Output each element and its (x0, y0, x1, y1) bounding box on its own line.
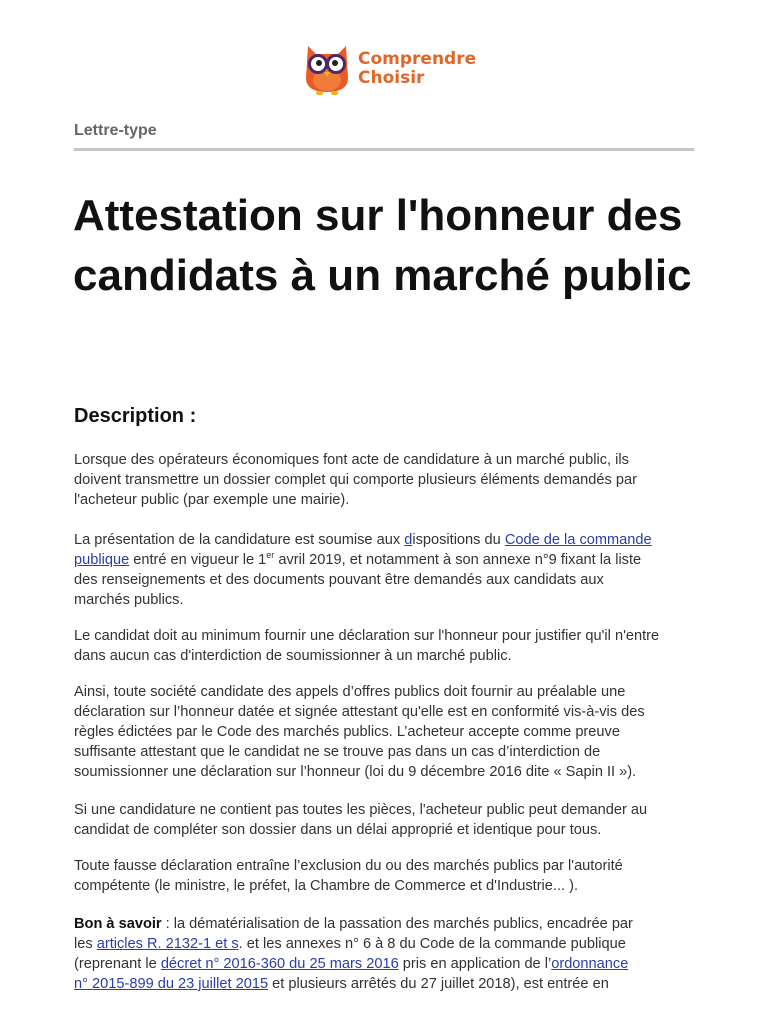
body-paragraph (74, 626, 659, 666)
page-title: Attestation sur l'honneur des candidats à un marché public (73, 191, 692, 300)
header-divider (74, 148, 694, 151)
text-segment: suffisante attestant que le candidat ne se trouve pas dans un cas d’interdiction de (74, 744, 601, 760)
paragraph-line (74, 550, 652, 570)
paragraph-line (74, 626, 659, 646)
paragraph-line (74, 646, 659, 666)
text-segment: et plusieurs arrêtés du 27 juillet 2018), est entrée en (268, 976, 609, 992)
paragraph-line (74, 876, 623, 896)
text-segment: Toute fausse déclaration entraîne l’exclusion du ou des marchés publics par l'autorité (74, 858, 623, 874)
text-segment: avril 2019, et notamment à son annexe n°9 fixant la liste (274, 552, 642, 568)
paragraph-line (74, 856, 623, 876)
text-segment: : la dématérialisation de la passation des marchés publics, encadrée par (161, 916, 633, 932)
text-segment: entré en vigueur le 1 (129, 552, 267, 568)
body-paragraph (74, 450, 637, 510)
body-paragraph (74, 800, 647, 840)
text-segment: des renseignements et des documents pouvant être demandés aux candidats aux (74, 572, 604, 588)
brand-line-2: Choisir (358, 68, 425, 88)
text-segment: candidat de compléter son dossier dans un délai approprié et identique pour tous. (74, 822, 602, 838)
text-segment: Lorsque des opérateurs économiques font acte de candidature à un marché public, ils (74, 452, 629, 468)
text-segment: déclaration sur l’honneur datée et signée attestant qu'elle est en conformité vis-à-vis des (74, 704, 645, 720)
paragraph-line (74, 490, 637, 510)
bold-label: Bon à savoir (74, 916, 162, 932)
inline-link[interactable]: Code de la commande (504, 532, 652, 548)
text-segment: Ainsi, toute société candidate des appels d’offres publics doit fournir au préalable une (74, 684, 626, 700)
paragraph-line (74, 914, 633, 934)
text-segment: compétente (le ministre, le préfet, la Chambre de Commerce et d'Industrie... ). (74, 878, 579, 894)
paragraph-line (74, 934, 633, 954)
text-segment: . et les annexes n° 6 à 8 du Code de la commande publique (238, 936, 626, 952)
text-segment: pris en application de l’ (398, 956, 552, 972)
paragraph-line (74, 722, 645, 742)
text-segment: règles édictées par le Code des marchés publics. L’acheteur accepte comme preuve (74, 724, 620, 740)
inline-link[interactable]: articles R. 2132-1 et s (96, 936, 239, 952)
text-segment: l'acheteur public (par exemple une mairie). (74, 492, 350, 508)
paragraph-line (74, 530, 652, 550)
brand-logo (302, 42, 476, 96)
paragraph-line (74, 762, 645, 782)
document-type-label: Lettre-type (74, 122, 157, 139)
superscript: er (266, 550, 275, 561)
body-paragraph (74, 856, 623, 896)
body-paragraph (74, 682, 645, 782)
paragraph-line (74, 590, 652, 610)
paragraph-line (74, 954, 633, 974)
paragraph-line (74, 570, 652, 590)
inline-link[interactable]: d (404, 532, 413, 548)
paragraph-line (74, 800, 647, 820)
text-segment: Le candidat doit au minimum fournir une déclaration sur l'honneur pour justifier qu'il n'entre (74, 628, 660, 644)
text-segment: doivent transmettre un dossier complet qui comporte plusieurs éléments demandés par (74, 472, 637, 488)
body-paragraph (74, 530, 652, 610)
text-segment: les (74, 936, 97, 952)
paragraph-line (74, 470, 637, 490)
text-segment: La présentation de la candidature est soumise aux (74, 532, 405, 548)
brand-line-1: Comprendre (358, 49, 477, 69)
text-segment: (reprenant le (74, 956, 161, 972)
description-heading: Description : (74, 405, 197, 427)
inline-link[interactable]: décret n° 2016-360 du 25 mars 2016 (160, 956, 399, 972)
paragraph-line (74, 974, 633, 994)
paragraph-line (74, 682, 645, 702)
text-segment: soumissionner une déclaration sur l’honneur (loi du 9 décembre 2016 dite « Sapin II »). (74, 764, 637, 780)
text-segment: Si une candidature ne contient pas toutes les pièces, l'acheteur public peut demander au (74, 802, 648, 818)
paragraph-line (74, 742, 645, 762)
text-segment: marchés publics. (74, 592, 184, 608)
inline-link[interactable]: n° 2015-899 du 23 juillet 2015 (74, 976, 269, 992)
inline-link[interactable]: publique (74, 552, 130, 568)
paragraph-line (74, 820, 647, 840)
inline-link[interactable]: ordonnance (551, 956, 629, 972)
paragraph-line (74, 702, 645, 722)
text-segment: dans aucun cas d'interdiction de soumissionner à un marché public. (74, 648, 512, 664)
owl-icon (302, 42, 352, 96)
body-paragraph (74, 914, 633, 994)
text-segment: ispositions du (412, 532, 505, 548)
paragraph-line (74, 450, 637, 470)
